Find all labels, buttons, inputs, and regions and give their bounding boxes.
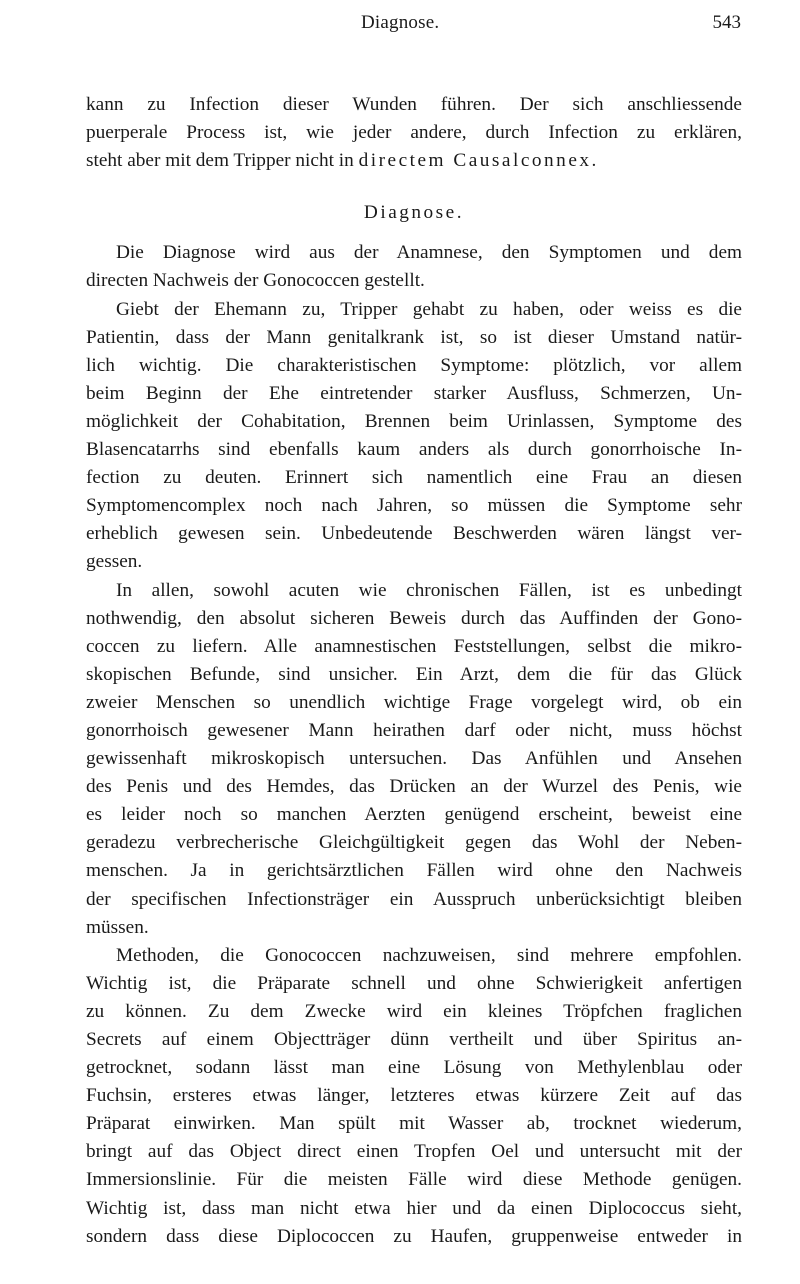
emphasized-phrase: directem Causalconnex. [358, 150, 599, 172]
text-line: es leider noch so manchen Aerzten genügend erscheint, beweist eine [86, 804, 742, 826]
text-line: sondern dass diese Diplococcen zu Haufen, gruppenweise entweder in [86, 1225, 742, 1247]
text-line: Wichtig ist, dass man nicht etwa hier und da einen Diplococcus sieht, [86, 1197, 742, 1219]
text-line: Blasencatarrhs sind ebenfalls kaum anders als durch gonorrhoische In- [86, 439, 742, 461]
text-line: möglichkeit der Cohabitation, Brennen beim Urinlassen, Symptome des [86, 410, 742, 432]
text-line: skopischen Befunde, sind unsicher. Ein Arzt, dem die für das Glück [86, 663, 742, 685]
text-line: der specifischen Infectionsträger ein Ausspruch unberücksichtigt bleiben [86, 888, 742, 910]
text-line: bringt auf das Object direct einen Tropfen Oel und untersucht mit der [86, 1141, 742, 1163]
page-number: 543 [712, 12, 741, 33]
text-line: Die Diagnose wird aus der Anamnese, den Symptomen und dem [116, 242, 742, 264]
running-head [86, 12, 741, 42]
text-line: gewissenhaft mikroskopisch untersuchen. Das Anfühlen und Ansehen [86, 748, 742, 770]
text-line: des Penis und des Hemdes, das Drücken an der Wurzel des Penis, wie [86, 776, 742, 798]
running-title: Diagnose. [361, 12, 440, 33]
text-line: gessen. [86, 551, 143, 573]
text-line-prefix: steht aber mit dem Tripper nicht in [86, 150, 359, 172]
paragraph-methods [86, 942, 742, 1251]
paragraph-anamnesis [86, 296, 742, 577]
text-line: puerperale Process ist, wie jeder andere, durch Infection zu erklären, [86, 122, 742, 144]
text-line: Secrets auf einem Objectträger dünn vertheilt und über Spiritus an- [86, 1029, 742, 1050]
text-line: nothwendig, den absolut sicheren Beweis durch das Auffinden der Gono- [86, 607, 742, 629]
text-line: zweier Menschen so unendlich wichtige Frage vorgelegt wird, ob ein [86, 691, 742, 713]
text-line: erheblich gewesen sein. Unbedeutende Beschwerden wären längst ver- [86, 523, 742, 545]
text-line: In allen, sowohl acuten wie chronischen Fällen, ist es unbedingt [116, 579, 742, 601]
text-line: Immersionslinie. Für die meisten Fälle wird diese Methode genügen. [86, 1169, 742, 1191]
text-line: Giebt der Ehemann zu, Tripper gehabt zu haben, oder weiss es die [116, 298, 742, 320]
body-text [86, 91, 742, 1251]
paragraph-diagnosis-intro [86, 239, 742, 295]
text-line: fection zu deuten. Erinnert sich namentlich eine Frau an diesen [86, 467, 742, 489]
text-line: Fuchsin, ersteres etwas länger, letzteres etwas kürzere Zeit auf das [86, 1085, 742, 1107]
intro-paragraph [86, 91, 742, 175]
text-line: Symptomencomplex noch nach Jahren, so müssen die Symptome sehr [86, 495, 742, 517]
text-line: gonorrhoisch gewesener Mann heirathen darf oder nicht, muss höchst [86, 719, 742, 741]
text-line: getrocknet, sodann lässt man eine Lösung von Methylenblau oder [86, 1057, 742, 1079]
section-heading: Diagnose. [363, 202, 465, 224]
text-line: Präparat einwirken. Man spült mit Wasser ab, trocknet wiederum, [86, 1113, 742, 1135]
text-line: müssen. [86, 916, 149, 938]
text-line: Patientin, dass der Mann genitalkrank ist, so ist dieser Umstand natür- [86, 326, 742, 348]
text-line [86, 147, 742, 175]
text-line: Wichtig ist, die Präparate schnell und ohne Schwierigkeit anfertigen [86, 972, 742, 994]
text-line: menschen. Ja in gerichtsärztlichen Fällen wird ohne den Nachweis [86, 860, 742, 882]
text-line: geradezu verbrecherische Gleichgültigkeit gegen das Wohl der Neben- [86, 832, 742, 854]
text-line: zu können. Zu dem Zwecke wird ein kleines Tröpfchen fraglichen [86, 1000, 742, 1022]
text-line: kann zu Infection dieser Wunden führen. Der sich anschliessende [86, 94, 742, 115]
text-line: lich wichtig. Die charakteristischen Symptome: plötzlich, vor allem [86, 354, 742, 376]
text-line: coccen zu liefern. Alle anamnestischen Feststellungen, selbst die mikro- [86, 635, 742, 657]
paragraph-proof [86, 577, 742, 942]
text-line: beim Beginn der Ehe eintretender starker Ausfluss, Schmerzen, Un- [86, 382, 742, 404]
text-line: Methoden, die Gonococcen nachzuweisen, sind mehrere empfohlen. [116, 944, 742, 966]
text-line: directen Nachweis der Gonococcen gestellt. [86, 270, 425, 292]
